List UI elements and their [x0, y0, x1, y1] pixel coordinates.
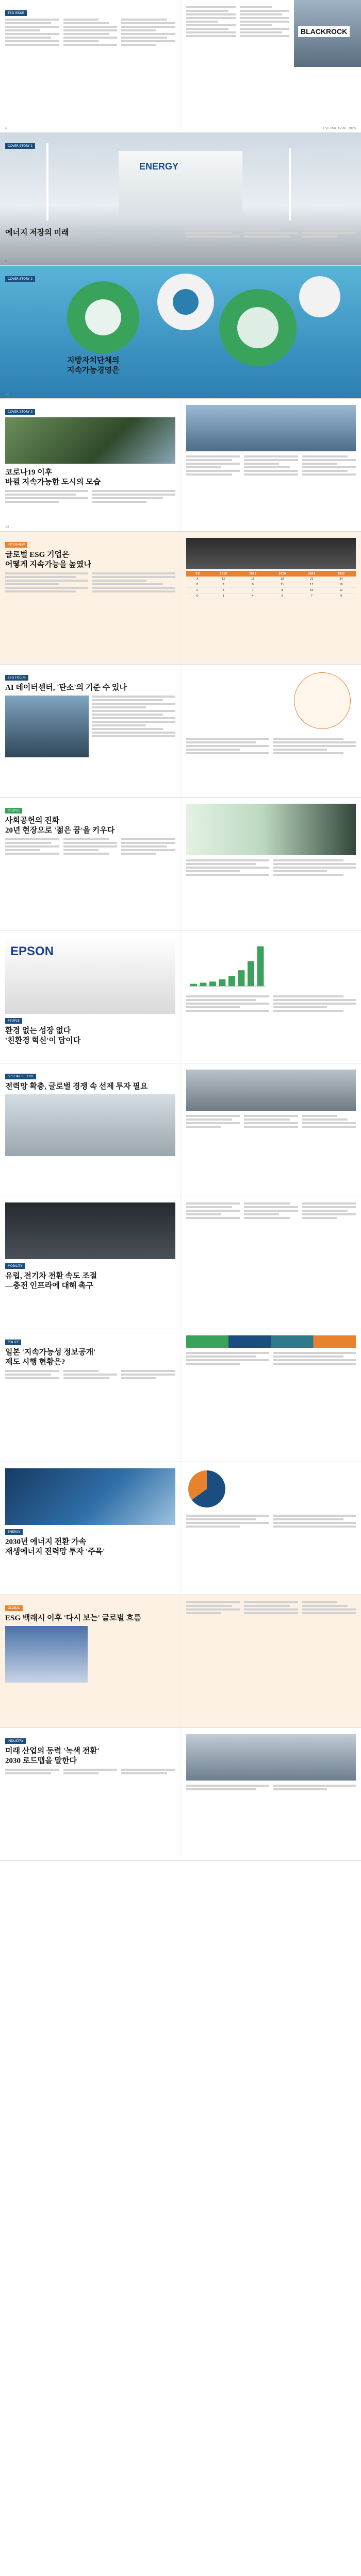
- portrait-photo: [5, 1626, 88, 1683]
- table-header: 구분: [186, 571, 209, 577]
- spread-10: [0, 1196, 361, 1329]
- body-columns: [186, 995, 356, 1013]
- power-line-photo: [5, 1094, 175, 1156]
- headline: 일본 '지속가능성 정보공개' 제도 시행 현황은?: [5, 1348, 96, 1366]
- body-columns: [5, 490, 175, 504]
- page-left: [0, 930, 180, 1063]
- table-row: C 5 7 8 10 12: [186, 588, 356, 594]
- body-columns: [186, 738, 356, 756]
- bar-2016: [190, 984, 197, 986]
- body-columns: [5, 1769, 175, 1776]
- building-photo: [294, 0, 361, 67]
- page-right: [180, 1595, 361, 1727]
- page-left: [0, 1462, 180, 1595]
- headline: 환경 없는 성장 없다 '친환경 혁신'이 답이다: [5, 1027, 81, 1045]
- section-tag: PEOPLE: [5, 1018, 22, 1024]
- page-left: [0, 1329, 180, 1462]
- body-columns: [186, 6, 289, 39]
- body-columns: [186, 1515, 356, 1529]
- page-left: [0, 798, 180, 930]
- headline: 전력망 확충, 글로벌 경쟁 속 선제 투자 필요: [5, 1082, 148, 1091]
- color-band-graphic: [186, 1335, 356, 1348]
- section-tag: ENERGY: [5, 1529, 23, 1535]
- section-tag: INDUSTRY: [5, 1738, 26, 1744]
- intro-columns: [186, 228, 356, 239]
- section-tag: SPECIAL REPORT: [5, 1074, 36, 1079]
- spread-4: [0, 399, 361, 532]
- spread-11: [0, 1329, 361, 1462]
- bar-2021: [238, 970, 245, 986]
- magazine-title: ESG MAGAZINE 2020: [323, 127, 356, 130]
- page-right: [180, 1462, 361, 1595]
- table-header: 2019: [238, 571, 268, 577]
- page-right: [180, 1196, 361, 1329]
- headline: 사회공헌의 진화 20년 현장으로 '젊은 꿈'을 키우다: [5, 817, 115, 835]
- pie-chart: [186, 1468, 227, 1510]
- body-columns: [92, 696, 175, 757]
- body-columns: [186, 1352, 356, 1366]
- data-table: [186, 571, 356, 599]
- page-left: [0, 1063, 180, 1196]
- bar-chart: [186, 938, 269, 989]
- spread-9: [0, 1063, 361, 1196]
- page-left: [0, 399, 180, 531]
- headline: 에너지 저장의 미래: [5, 229, 69, 237]
- spread-13: [0, 1595, 361, 1728]
- page-left: [0, 133, 180, 265]
- section-tag: INTERVIEW: [5, 542, 27, 548]
- section-tag: COVER STORY 2: [5, 276, 35, 282]
- table-header: 2021: [297, 571, 326, 577]
- section-tag: MOBILITY: [5, 1263, 25, 1269]
- page-right: [180, 1329, 361, 1462]
- body-columns: [5, 572, 175, 594]
- headline: 글로벌 ESG 기업은 어떻게 지속가능을 높였나: [5, 551, 91, 569]
- page-left: [0, 266, 180, 398]
- page-number: 8: [5, 260, 7, 263]
- bar-2022: [248, 961, 254, 986]
- green-building-photo: [5, 417, 175, 464]
- lightbulb-graphic: [294, 672, 351, 729]
- page-number: 12: [5, 526, 9, 529]
- spread-3: [0, 266, 361, 399]
- body-columns: [186, 1601, 356, 1616]
- headline: 코로나19 이후 바뀔 지속가능한 도시의 모습: [5, 468, 101, 486]
- spread-5: [0, 532, 361, 665]
- section-tag: PEOPLE: [5, 808, 22, 814]
- transmission-photo: [186, 1070, 356, 1111]
- section-tag: COVER STORY 1: [5, 143, 35, 149]
- table-row: B 8 9 11 13 16: [186, 582, 356, 588]
- factory-photo: [186, 1734, 356, 1781]
- city-skyline-photo: [186, 405, 356, 451]
- page-right: [180, 930, 361, 1063]
- page-right: [180, 399, 361, 531]
- solar-panel-photo: [5, 1468, 175, 1525]
- page-right: [180, 665, 361, 797]
- page-right: [180, 1728, 361, 1860]
- bar-2023: [257, 946, 264, 986]
- epson-portrait: [5, 937, 175, 1014]
- turbine-tower: [289, 148, 291, 221]
- spread-6: [0, 665, 361, 798]
- page-number: 10: [5, 393, 9, 396]
- headline: 미래 산업의 동력 '녹색 전환' 2030 로드맵을 말한다: [5, 1747, 100, 1765]
- page-left: [0, 1728, 180, 1860]
- epson-logo: EPSON: [10, 944, 54, 958]
- section-tag: GLOBAL: [5, 1605, 23, 1611]
- headline: 지방자치단체의 지속가능경영은: [67, 357, 120, 375]
- page-number: 6: [5, 127, 7, 130]
- table-header: 2018: [209, 571, 238, 577]
- page-right: [180, 0, 361, 132]
- spread-1: [0, 0, 361, 133]
- page-right: [180, 798, 361, 930]
- bar-2018: [209, 981, 216, 986]
- headline-block: [67, 356, 191, 378]
- section-tag: POLICY: [5, 1340, 21, 1345]
- energy-logo: ENERGY: [139, 161, 179, 172]
- body-columns: [186, 859, 356, 877]
- section-tag: COVER STORY 3: [5, 409, 35, 415]
- body-columns: [5, 1370, 175, 1381]
- electric-car-photo: [5, 1202, 175, 1259]
- page-left: [0, 0, 180, 132]
- building-photo: [5, 696, 89, 757]
- page-left: [0, 1196, 180, 1329]
- body-columns: [186, 1785, 356, 1792]
- bar-2017: [200, 982, 207, 986]
- body-columns: [186, 455, 356, 477]
- spread-2: [0, 133, 361, 266]
- body-columns: [5, 19, 175, 47]
- headline: 2030년 에너지 전환 가속 재생에너지 전력망 투자 '주목': [5, 1538, 105, 1556]
- table-header: 2020: [268, 571, 297, 577]
- body-columns: [5, 838, 175, 856]
- headline-block: [5, 228, 175, 241]
- page-left: [0, 532, 180, 664]
- section-tag: ESG ISSUE: [5, 10, 27, 16]
- spread-12: [0, 1462, 361, 1595]
- spread-8: [0, 930, 361, 1063]
- table-row: D 3 4 6 7 9: [186, 594, 356, 599]
- headline: ESG 백래시 이후 '다시 보는' 글로벌 흐름: [5, 1614, 141, 1622]
- spread-7: [0, 798, 361, 930]
- section-tag: ESG FOCUS: [5, 675, 28, 681]
- table-header: 2022: [326, 571, 356, 577]
- headline: AI 데이터센터, '탄소'의 기준 수 있나: [5, 684, 127, 692]
- spread-14: [0, 1728, 361, 1861]
- speaker-photo: [186, 538, 356, 569]
- bar-2020: [228, 976, 235, 986]
- blackrock-logo: BLACKROCK: [298, 26, 350, 37]
- page-left: [0, 665, 180, 797]
- bar-2019: [219, 979, 226, 986]
- body-columns: [186, 1202, 356, 1221]
- portrait-photo: [186, 804, 356, 855]
- headline: 유럽, 전기차 전환 속도 조절 —충전 인프라에 대해 촉구: [5, 1272, 97, 1290]
- body-columns: [186, 1115, 356, 1129]
- table-row: A 12 15 18 21 24: [186, 577, 356, 582]
- page-right: [180, 1063, 361, 1196]
- page-right: [180, 532, 361, 664]
- page-left: [0, 1595, 180, 1727]
